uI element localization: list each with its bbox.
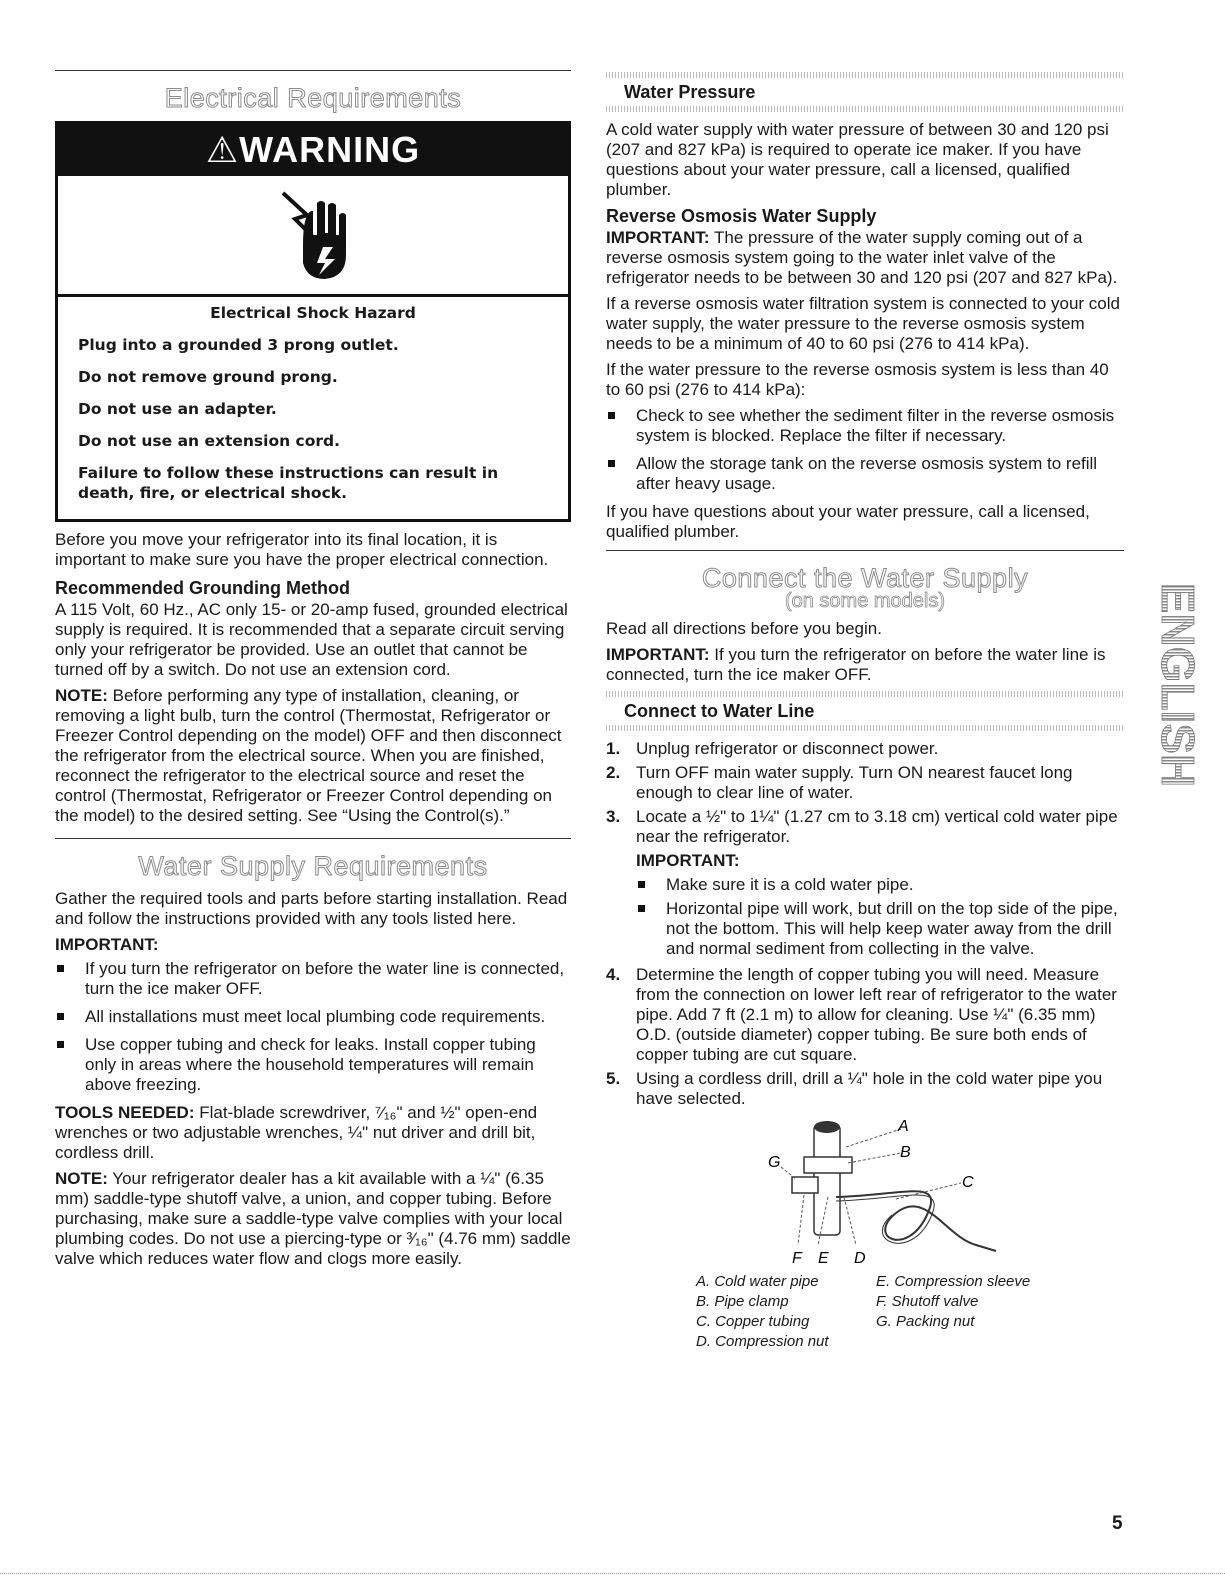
step-item: 1. Unplug refrigerator or disconnect power. [606,739,939,758]
warning-line: Plug into a grounded 3 prong outlet. [78,336,399,354]
water-supply-title: Water Supply Requirements [138,851,488,881]
connect-water-subtitle: (on some models) [784,590,946,612]
water-pressure-header [606,72,1124,112]
connect-line-header [606,691,1124,731]
diagram-label-e: E [818,1250,829,1267]
warning-triangle-icon: ⚠ [205,129,240,170]
electrical-requirements-title: Electrical Requirements [164,83,462,113]
grounding-heading: Recommended Grounding Method [55,578,350,598]
warning-body [58,297,568,519]
divider [606,550,1124,551]
connect-intro: Read all directions before you begin. [606,619,882,638]
side-tab-label: ENGLISH [1151,582,1204,788]
water-intro: Gather the required tools and parts before starting installation. Read and follow the instructions provided with any tools listed here. [55,889,568,928]
legend-item: D. Compression nut [696,1333,829,1350]
diagram-label-g: G [768,1154,781,1171]
list-item: Use copper tubing and check for leaks. Install copper tubing only in areas where the household temperatures will remain above freezing. [55,1035,571,1095]
pressure-text: A cold water supply with water pressure of between 30 and 120 psi (207 and 827 kPa) is required to operate ice maker. If you have questions about your water pressure, call a licensed, qualified plumber. [606,120,1109,199]
diagram-label-d: D [854,1250,866,1267]
legend-item: E. Compression sleeve [876,1273,1031,1290]
step3-bullets [636,875,1124,959]
list-item: If you turn the refrigerator on before the water line is connected, turn the ice maker OFF. [55,959,571,999]
step-item: 4. Determine the length of copper tubing you will need. Measure from the connection on lower left rear of refrigerator to the water pipe. Add 7 ft (2.1 m) to allow for cleaning. Use ¼" (6.35 mm) O.D. (outside diameter) copper tubing. Be sure both ends of copper tubing are cut square. [606,965,1117,1064]
ro-paragraph: If a reverse osmosis water filtration system is connected to your cold water supply, the water pressure to the reverse osmosis system needs to be a minimum of 40 to 60 psi (276 to 414 kPa). [606,294,1120,353]
page-edge [0,1573,1225,1574]
legend-item: B. Pipe clamp [696,1293,789,1310]
ro-heading: Reverse Osmosis Water Supply [606,206,877,226]
grounding-text: A 115 Volt, 60 Hz., AC only 15- or 20-amp fused, grounded electrical supply is required. It is recommended that a separate circuit serving only your refrigerator be provided. Use an outlet that cannot be turned off by a switch. Do not use an extension cord. [55,600,568,679]
connect-important: IMPORTANT: If you turn the refrigerator on before the water line is connected, turn the ice maker OFF. [606,645,1106,684]
legend-item [876,1332,1056,1352]
ro-bullets [606,406,1124,494]
kit-note-paragraph: NOTE: Your refrigerator dealer has a kit available with a ¼" (6.35 mm) saddle-type shutoff valve, a union, and copper tubing. Before purchasing, make sure a saddle-type valve complies with your local plumbing codes. Do not use a piercing-type or ³⁄₁₆" (4.76 mm) saddle valve which reduces water flow and clogs more easily. [55,1169,571,1268]
step3-important-label: IMPORTANT: [636,851,740,870]
step-item: 2. Turn OFF main water supply. Turn ON nearest faucet long enough to clear line of water. [606,763,1073,802]
list-item: Horizontal pipe will work, but drill on the top side of the pipe, not the bottom. This will help keep water away from the drill and normal sediment from collecting in the valve. [636,899,1124,959]
ro-paragraph: If you have questions about your water pressure, call a licensed, qualified plumber. [606,502,1090,541]
warning-header: ⚠WARNING [58,124,568,176]
diagram-legend [696,1272,1124,1352]
step-item: 3. Locate a ½" to 1¼" (1.27 cm to 3.18 cm) vertical cold water pipe near the refrigerator. IMPORTANT: Make sure it is a cold water pipe. Horizontal pipe will work, but drill on the top side of the pipe, not the bottom. This will help keep water away from the drill and normal sediment from collecting in the valve. [606,807,1124,959]
english-side-tab [1150,580,1204,790]
warning-box [55,121,571,522]
connect-water-title: Connect the Water Supply [701,563,1029,593]
connect-line-heading: Connect to Water Line [624,701,815,721]
important-label: IMPORTANT: [55,935,159,954]
list-item: Allow the storage tank on the reverse osmosis system to refill after heavy usage. [606,454,1124,494]
legend-item: A. Cold water pipe [696,1273,819,1290]
ro-important: IMPORTANT: The pressure of the water supply coming out of a reverse osmosis system going to the water inlet valve of the refrigerator needs to be between 30 and 120 psi (207 and 827 kPa). [606,228,1118,287]
legend-item: G. Packing nut [876,1313,975,1330]
steps-list [606,739,1124,1109]
right-column [606,70,1124,1352]
ro-paragraph: If the water pressure to the reverse osmosis system is less than 40 to 60 psi (276 to 414 kPa): [606,360,1109,399]
step-item: 5. Using a cordless drill, drill a ¼" hole in the cold water pipe you have selected. [606,1069,1103,1108]
water-pressure-heading: Water Pressure [624,82,756,102]
diagram-label-f: F [792,1250,802,1267]
divider [55,70,571,71]
tools-paragraph: TOOLS NEEDED: Flat-blade screwdriver, ⁷⁄₁₆" and ½" open-end wrenches or two adjustable wrenches, ¼" nut driver and drill bit, cordless drill. [55,1103,538,1162]
diagram-label-a: A [898,1118,909,1135]
water-bullets [55,959,571,1095]
diagram-label-b: B [900,1144,911,1161]
divider [55,838,571,839]
left-column [55,70,571,1275]
legend-item: C. Copper tubing [696,1313,810,1330]
water-line-diagram [686,1117,1124,1272]
list-item: All installations must meet local plumbing code requirements. [55,1007,571,1027]
legend-item: F. Shutoff valve [876,1293,979,1310]
hazard-title: Electrical Shock Hazard [210,304,416,322]
note-paragraph: NOTE: Before performing any type of installation, cleaning, or removing a light bulb, turn the control (Thermostat, Refrigerator or Freezer Control depending on the model) OFF and then disconnect the refrigerator from the electrical source. When you are finished, reconnect the refrigerator to the electrical source and reset the control (Thermostat, Refrigerator or Freezer Control depending on the model) to the desired setting. See “Using the Control(s).” [55,686,562,825]
warning-line: Failure to follow these instructions can result in death, fire, or electrical shock. [78,464,499,502]
list-item: Make sure it is a cold water pipe. [636,875,1124,895]
warning-line: Do not remove ground prong. [78,368,338,386]
page-number: 5 [1112,1513,1123,1534]
list-item: Check to see whether the sediment filter in the reverse osmosis system is blocked. Replace the filter if necessary. [606,406,1124,446]
electrical-shock-icon [58,176,568,297]
electrical-intro: Before you move your refrigerator into its final location, it is important to make sure you have the proper electrical connection. [55,530,549,569]
warning-line: Do not use an extension cord. [78,432,341,450]
diagram-label-c: C [962,1174,974,1191]
warning-line: Do not use an adapter. [78,400,277,418]
